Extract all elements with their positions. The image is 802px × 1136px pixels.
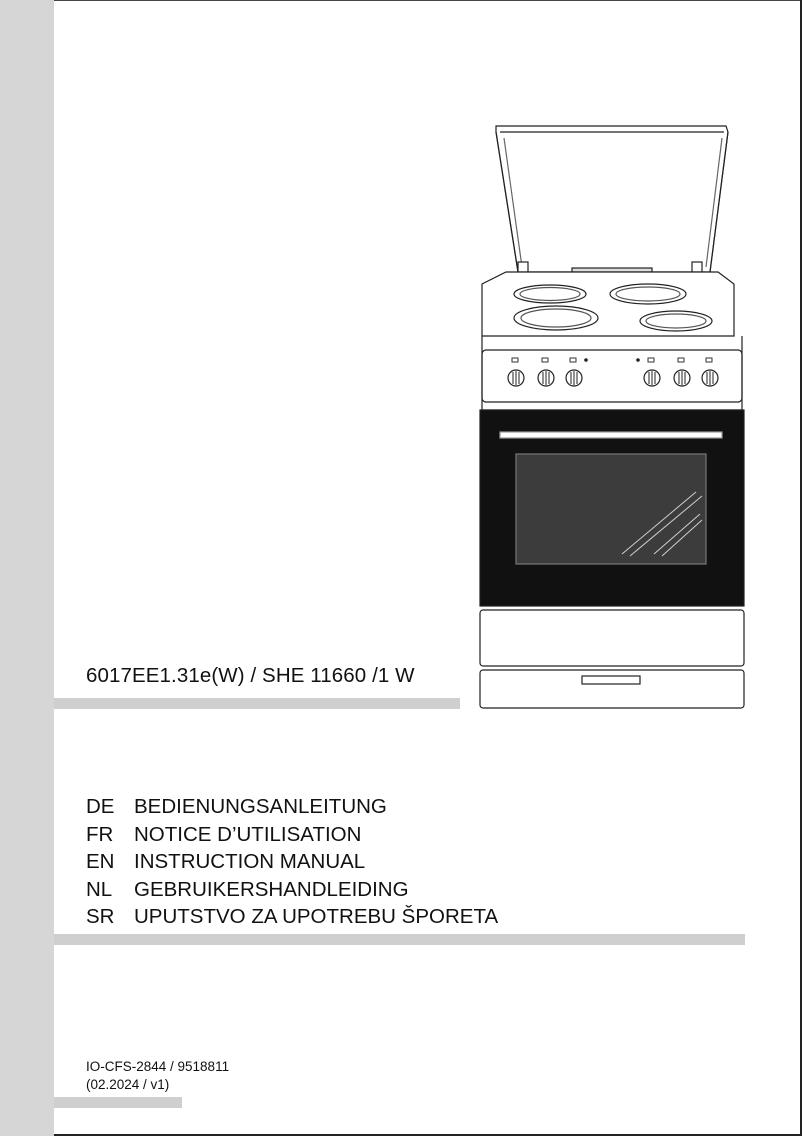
language-title: GEBRUIKERSHANDLEIDING — [134, 877, 409, 901]
model-divider — [54, 698, 460, 709]
document-divider — [54, 1097, 182, 1108]
side-bar — [0, 0, 54, 1136]
language-divider — [54, 934, 745, 945]
document-version: (02.2024 / v1) — [86, 1077, 170, 1092]
language-item — [86, 876, 498, 904]
language-code: FR — [86, 822, 114, 846]
language-title: UPUTSTVO ZA UPOTREBU ŠPORETA — [134, 905, 499, 929]
language-item — [86, 848, 498, 876]
language-item — [86, 793, 498, 821]
electric-stove-illustration — [478, 122, 746, 712]
document-info — [86, 1058, 229, 1094]
language-code: DE — [86, 795, 115, 818]
oven-window — [516, 454, 706, 564]
language-code: SR — [86, 905, 115, 929]
language-item — [86, 903, 498, 931]
top-border — [54, 0, 802, 1]
document-code: IO-CFS-2844 / 9518811 — [86, 1059, 230, 1074]
language-title: NOTICE D’UTILISATION — [134, 822, 362, 846]
language-code: EN — [86, 850, 115, 874]
language-list — [86, 793, 498, 931]
language-title: INSTRUCTION MANUAL — [134, 850, 366, 874]
storage-drawer — [480, 610, 744, 666]
language-title: BEDIENUNGSANLEITUNG — [134, 795, 387, 818]
model-number: 6017EE1.31e(W) / SHE 11660 /1 W — [86, 664, 415, 687]
language-item — [86, 821, 498, 849]
language-code: NL — [86, 877, 113, 901]
lid — [496, 126, 728, 272]
